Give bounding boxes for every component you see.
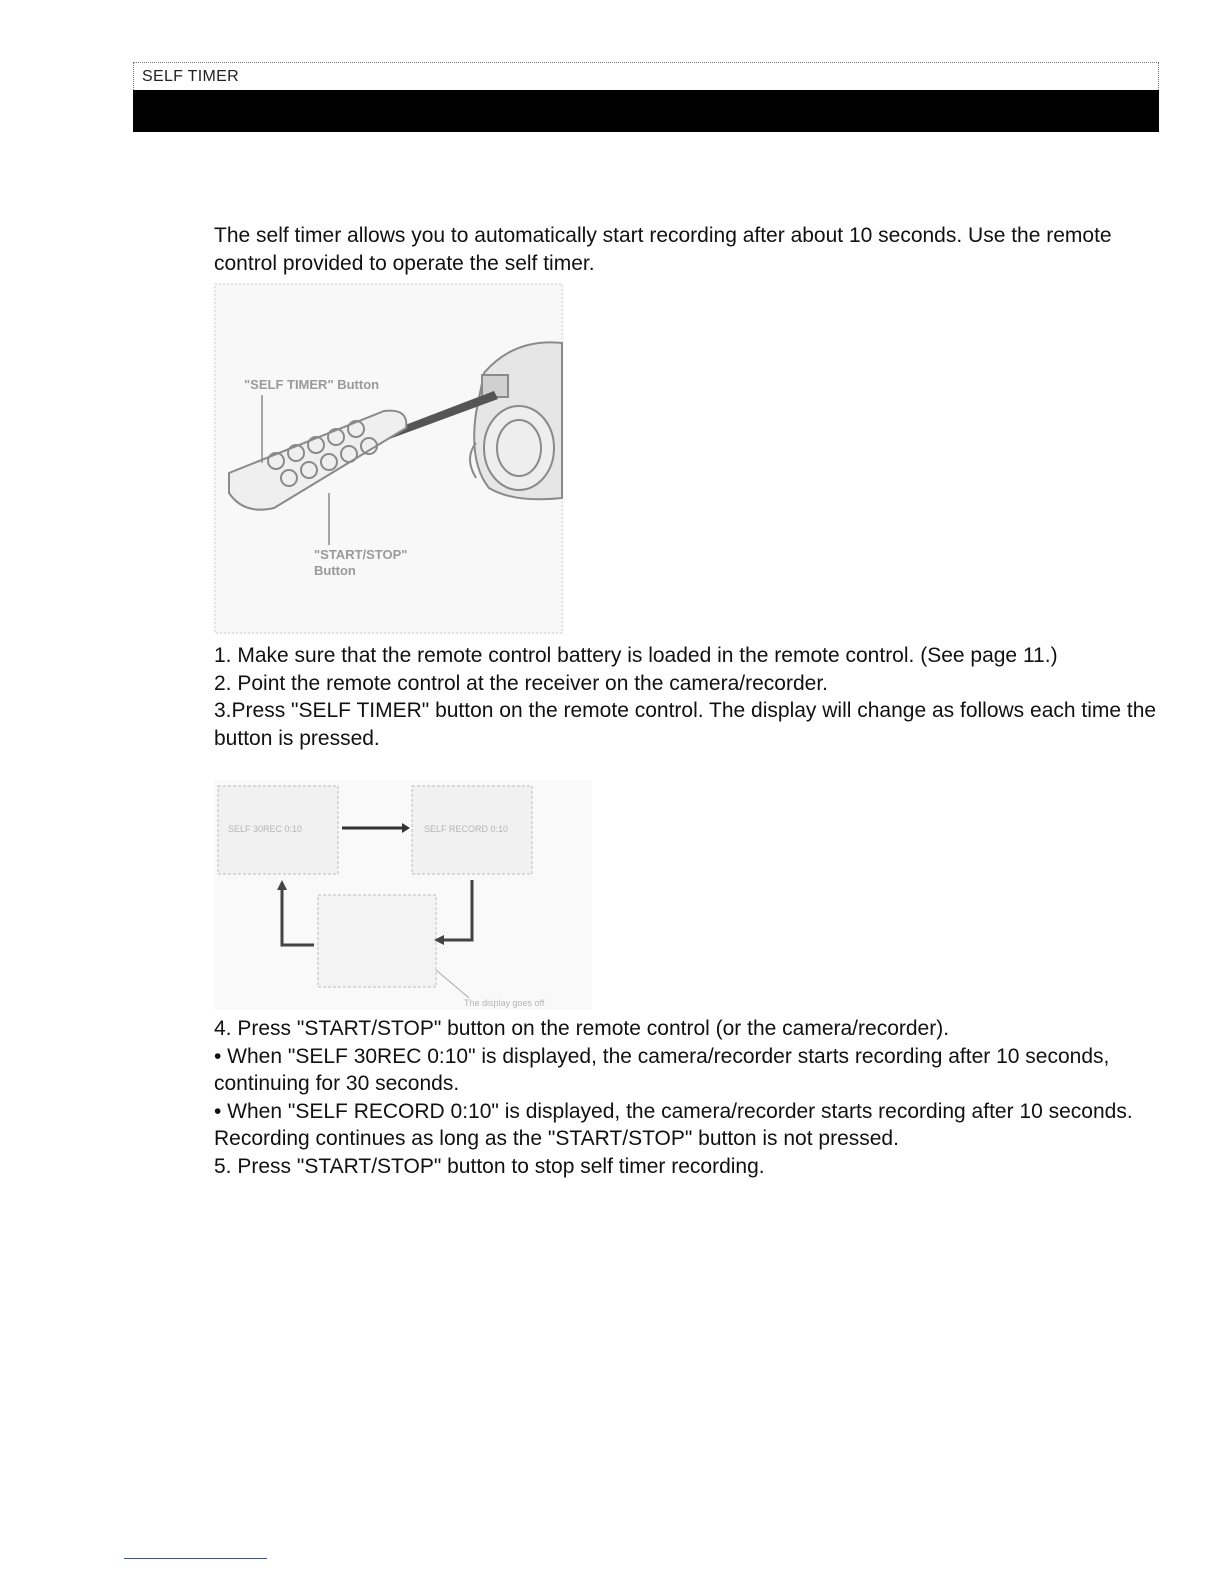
step-1: 1. Make sure that the remote control battery is loaded in the remote control. (See page 11.): [214, 644, 1058, 667]
steps-list-a: [214, 642, 1159, 752]
display-box-self-record: SELF RECORD 0:10: [424, 824, 509, 834]
step-2: 2. Point the remote control at the receiver on the camera/recorder.: [214, 671, 828, 695]
remote-control-illustration: [214, 283, 564, 635]
header-bar: [133, 90, 1159, 132]
step-3: 3.Press "SELF TIMER" button on the remote control. The display will change as follows each time the button is pressed.: [214, 699, 1157, 750]
note-self-record: • When "SELF RECORD 0:10" is displayed, the camera/recorder starts recording after 10 seconds. Recording continues as long as the "START/STOP" button is not pressed.: [214, 1099, 1133, 1150]
start-stop-button-label-2: Button: [314, 563, 356, 578]
section-header: [133, 62, 1159, 90]
step-4: 4. Press "START/STOP" button on the remote control (or the camera/recorder).: [214, 1017, 950, 1040]
display-off-caption: The display goes off: [464, 998, 545, 1008]
display-cycle-diagram: [214, 780, 592, 1010]
footer-divider: [124, 1558, 267, 1559]
section-title: SELF TIMER: [142, 68, 239, 85]
start-stop-button-label: "START/STOP": [314, 547, 408, 562]
self-timer-button-label: "SELF TIMER" Button: [244, 377, 380, 392]
display-box-self-30rec: SELF 30REC 0:10: [228, 824, 303, 834]
note-self-30rec: • When "SELF 30REC 0:10" is displayed, the camera/recorder starts recording after 10 seconds, continuing for 30 seconds.: [214, 1044, 1110, 1095]
intro-paragraph: The self timer allows you to automatically start recording after about 10 seconds. Use the remote control provided to operate the self timer.: [214, 224, 1112, 275]
steps-list-b: [214, 1015, 1159, 1180]
step-5: 5. Press "START/STOP" button to stop self timer recording.: [214, 1154, 765, 1178]
